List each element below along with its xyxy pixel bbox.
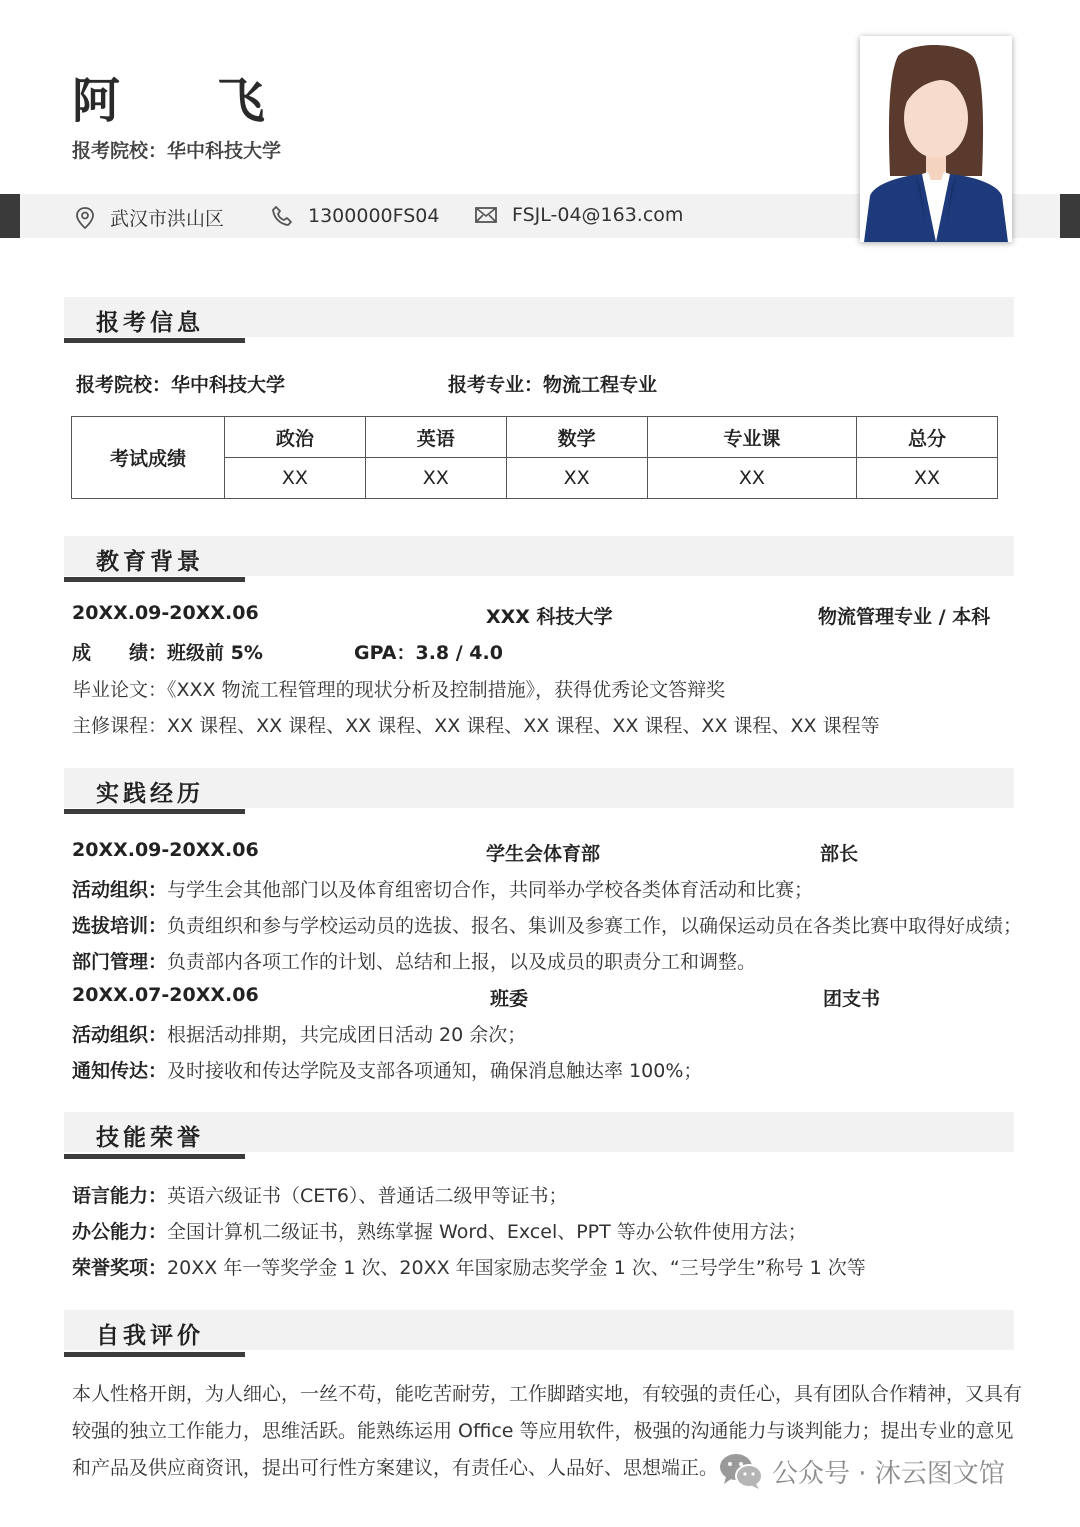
score-val-total: XX <box>857 458 998 499</box>
edu-period: 20XX.09-20XX.06 <box>72 602 259 624</box>
edu-grade <box>72 638 263 665</box>
item-label: 语言能力： <box>72 1185 168 1207</box>
practice-1-role: 部长 <box>820 843 859 865</box>
section-education-bar <box>64 536 1014 576</box>
edu-school: XXX 科技大学 <box>486 606 613 628</box>
edu-grade-label: 成 绩： <box>72 642 168 664</box>
apply-major: 报考专业：物流工程专业 <box>448 374 658 396</box>
edu-gpa: GPA：3.8 / 4.0 <box>354 642 503 664</box>
profile-photo <box>860 36 1012 242</box>
watermark <box>718 1452 1005 1490</box>
left-edge-bar <box>0 194 20 238</box>
score-col-total: 总分 <box>857 417 998 458</box>
score-col-math: 数学 <box>506 417 647 458</box>
section-practice-title: 实践经历 <box>96 781 204 807</box>
score-table <box>71 416 998 499</box>
edu-thesis: 毕业论文：《XXX 物流工程管理的现状分析及控制措施》，获得优秀论文答辩奖 <box>72 679 726 701</box>
item-label: 部门管理： <box>72 951 168 973</box>
practice-2-role: 团支书 <box>823 988 881 1010</box>
score-val-major: XX <box>647 458 856 499</box>
skill-item-honors <box>72 1253 866 1280</box>
skill-item-language <box>72 1181 567 1208</box>
item-text: 根据活动排期，共完成团日活动 20 余次； <box>167 1024 527 1046</box>
section-practice-underline <box>64 809 245 814</box>
section-apply-bar <box>64 297 1014 337</box>
item-label: 活动组织： <box>72 879 168 901</box>
phone-icon <box>270 204 294 228</box>
item-text: 全国计算机二级证书，熟练掌握 Word、Excel、PPT 等办公软件使用方法； <box>167 1221 807 1243</box>
item-text: 负责部内各项工作的计划、总结和上报，以及成员的职责分工和调整。 <box>167 951 757 973</box>
section-apply-title: 报考信息 <box>96 310 204 336</box>
practice-2-period: 20XX.07-20XX.06 <box>72 984 259 1006</box>
apply-school: 报考院校：华中科技大学 <box>76 374 286 396</box>
item-text: 负责组织和参与学校运动员的选拔、报名、集训及参赛工作，以确保运动员在各类比赛中取得好成绩； <box>167 915 1023 937</box>
target-school: 报考院校：华中科技大学 <box>72 140 282 162</box>
contact-location <box>74 204 224 231</box>
score-col-major: 专业课 <box>647 417 856 458</box>
self-evaluation-text: 本人性格开朗，为人细心，一丝不苟，能吃苦耐劳，工作脚踏实地，有较强的责任心，具有团队合作精神，又具有较强的独立工作能力，思维活跃。能熟练运用 Office 等应用软件，极强的沟通能力与谈判能力；提出专业的意见和产品及供应商资讯，提出可行性方案建议，有责任心、人品好、思想端正。 <box>72 1383 1023 1479</box>
item-text: 英语六级证书（CET6）、普通话二级甲等证书； <box>167 1185 568 1207</box>
item-text: 20XX 年一等奖学金 1 次、20XX 年国家励志奖学金 1 次、“三号学生”称号 1 次等 <box>167 1257 866 1279</box>
edu-grade-value: 班级前 5% <box>167 642 263 664</box>
item-label: 办公能力： <box>72 1221 168 1243</box>
item-label: 通知传达： <box>72 1060 168 1082</box>
section-skills-underline <box>64 1154 245 1159</box>
section-self-title: 自我评价 <box>96 1323 204 1349</box>
practice-1-item-2 <box>72 911 1022 938</box>
watermark-text: 公众号 · 沐云图文馆 <box>772 1458 1005 1489</box>
wechat-icon <box>718 1452 764 1490</box>
envelope-icon <box>474 205 498 225</box>
item-text: 及时接收和传达学院及支部各项通知，确保消息触达率 100%； <box>167 1060 703 1082</box>
score-col-politics: 政治 <box>225 417 366 458</box>
practice-1-item-1 <box>72 875 813 902</box>
score-val-math: XX <box>506 458 647 499</box>
section-skills-bar <box>64 1112 1014 1152</box>
contact-email <box>474 204 683 226</box>
item-label: 活动组织： <box>72 1024 168 1046</box>
phone-text: 1300000FS04 <box>308 205 440 227</box>
section-skills-title: 技能荣誉 <box>96 1125 204 1151</box>
item-label: 荣誉奖项： <box>72 1257 168 1279</box>
score-val-english: XX <box>365 458 506 499</box>
practice-2-item-2 <box>72 1056 702 1083</box>
email-text: FSJL-04@163.com <box>512 204 684 226</box>
section-practice-bar <box>64 768 1014 808</box>
candidate-name: 阿 飞 <box>72 73 305 129</box>
score-val-politics: XX <box>225 458 366 499</box>
edu-major: 物流管理专业 / 本科 <box>818 606 991 628</box>
score-row-label: 考试成绩 <box>72 417 225 499</box>
practice-1-item-3 <box>72 947 756 974</box>
item-label: 选拔培训： <box>72 915 168 937</box>
section-education-underline <box>64 577 245 582</box>
location-text: 武汉市洪山区 <box>110 208 225 230</box>
section-education-title: 教育背景 <box>96 549 204 575</box>
section-self-bar <box>64 1310 1014 1350</box>
right-edge-bar <box>1060 194 1080 238</box>
practice-2-org: 班委 <box>490 988 529 1010</box>
practice-1-org: 学生会体育部 <box>486 843 601 865</box>
contact-phone <box>270 204 439 228</box>
location-pin-icon <box>74 206 96 230</box>
practice-1-period: 20XX.09-20XX.06 <box>72 839 259 861</box>
practice-2-item-1 <box>72 1020 526 1047</box>
edu-courses: 主修课程：XX 课程、XX 课程、XX 课程、XX 课程、XX 课程、XX 课程、XX 课程、XX 课程等 <box>72 715 880 737</box>
score-col-english: 英语 <box>365 417 506 458</box>
section-apply-underline <box>64 338 245 343</box>
section-self-underline <box>64 1352 245 1357</box>
item-text: 与学生会其他部门以及体育组密切合作，共同举办学校各类体育活动和比赛； <box>167 879 814 901</box>
skill-item-office <box>72 1217 807 1244</box>
